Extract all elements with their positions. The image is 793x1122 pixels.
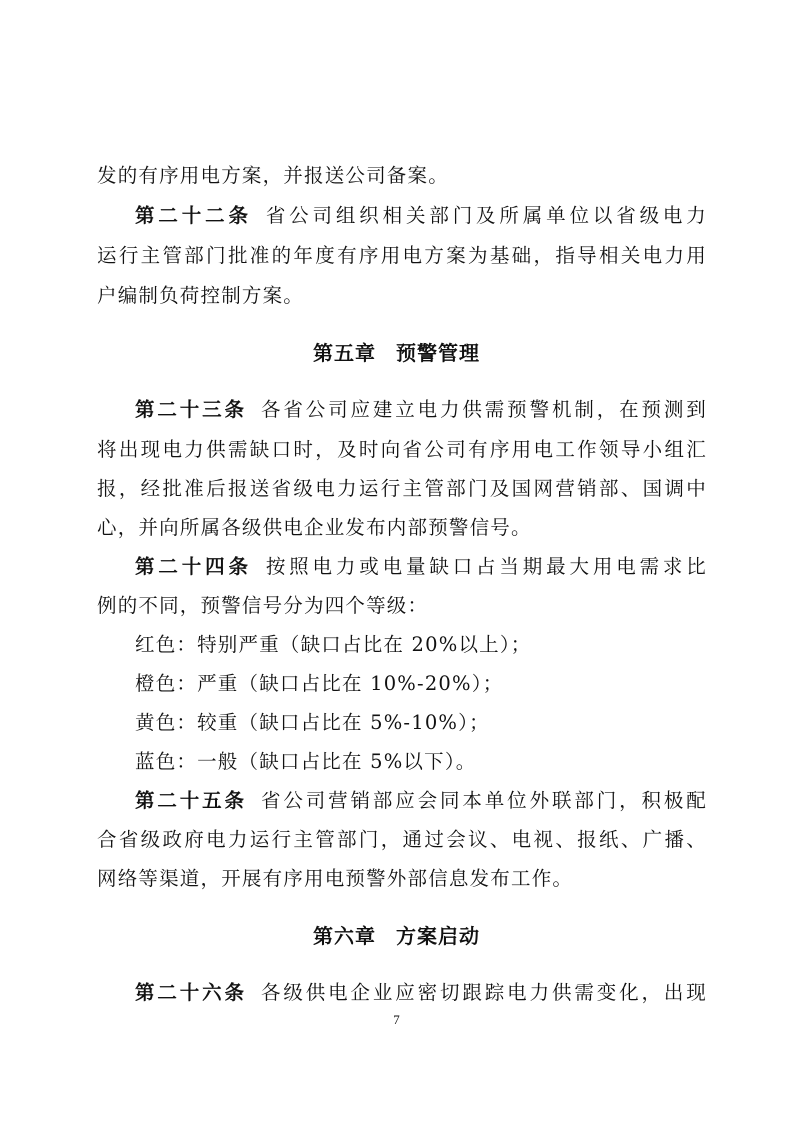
text: 红色：特别严重（缺口占比在 20%以上）； <box>135 633 532 656</box>
article-22-label: 第二十二条 <box>135 204 252 227</box>
text: 户编制负荷控制方案。 <box>97 284 305 307</box>
text: 黄色：较重（缺口占比在 5%-10%）； <box>135 711 490 734</box>
article-26-line-1 <box>135 973 707 1013</box>
text: 例的不同，预警信号分为四个等级： <box>97 594 429 617</box>
article-23-label: 第二十三条 <box>135 398 247 421</box>
chapter-6-heading <box>0 916 793 956</box>
article-25-line-3 <box>97 859 707 899</box>
chapter-5-heading <box>0 333 793 373</box>
chapter-number: 第五章 <box>313 341 376 365</box>
text: 各省公司应建立电力供需预警机制，在预测到 <box>260 398 707 421</box>
text: 省公司营销部应会同本单位外联部门，积极配 <box>260 789 707 812</box>
text: 合省级政府电力运行主管部门，通过会议、电视、报纸、广播、 <box>97 828 707 851</box>
text: 发的有序用电方案，并报送公司备案。 <box>97 164 449 187</box>
text: 各级供电企业应密切跟踪电力供需变化，出现 <box>260 981 707 1004</box>
article-25-label: 第二十五条 <box>135 789 247 812</box>
article-23-line-2 <box>97 430 707 470</box>
text: 省公司组织相关部门及所属单位以省级电力 <box>265 204 707 227</box>
paragraph-line <box>97 156 707 196</box>
text: 橙色：严重（缺口占比在 10%-20%）； <box>135 672 504 695</box>
article-24-label: 第二十四条 <box>135 555 252 578</box>
article-22-line-2 <box>97 236 707 276</box>
page-number: 7 <box>393 1012 400 1027</box>
text: 蓝色：一般（缺口占比在 5%以下）。 <box>135 750 477 773</box>
article-24-line-2 <box>97 586 707 626</box>
text: 心，并向所属各级供电企业发布内部预警信号。 <box>97 516 532 539</box>
article-26-label: 第二十六条 <box>135 981 247 1004</box>
text: 网络等渠道，开展有序用电预警外部信息发布工作。 <box>97 867 574 890</box>
warning-level-yellow <box>135 703 707 743</box>
text: 按照电力或电量缺口占当期最大用电需求比 <box>265 555 707 578</box>
text: 将出现电力供需缺口时，及时向省公司有序用电工作领导小组汇 <box>97 438 707 461</box>
article-23-line-1 <box>135 390 707 430</box>
article-25-line-2 <box>97 820 707 860</box>
text: 运行主管部门批准的年度有序用电方案为基础，指导相关电力用 <box>97 244 707 267</box>
chapter-title: 预警管理 <box>396 341 480 365</box>
article-23-line-4 <box>97 508 707 548</box>
article-22-line-1 <box>135 196 707 236</box>
warning-level-orange <box>135 664 707 704</box>
warning-level-blue <box>135 742 707 782</box>
chapter-number: 第六章 <box>313 924 376 948</box>
article-23-line-3 <box>97 469 707 509</box>
article-22-line-3 <box>97 276 707 316</box>
warning-level-red <box>135 625 707 665</box>
article-25-line-1 <box>135 781 707 821</box>
text: 报，经批准后报送省级电力运行主管部门及国网营销部、国调中 <box>97 477 707 500</box>
chapter-title: 方案启动 <box>396 924 480 948</box>
article-24-line-1 <box>135 547 707 587</box>
